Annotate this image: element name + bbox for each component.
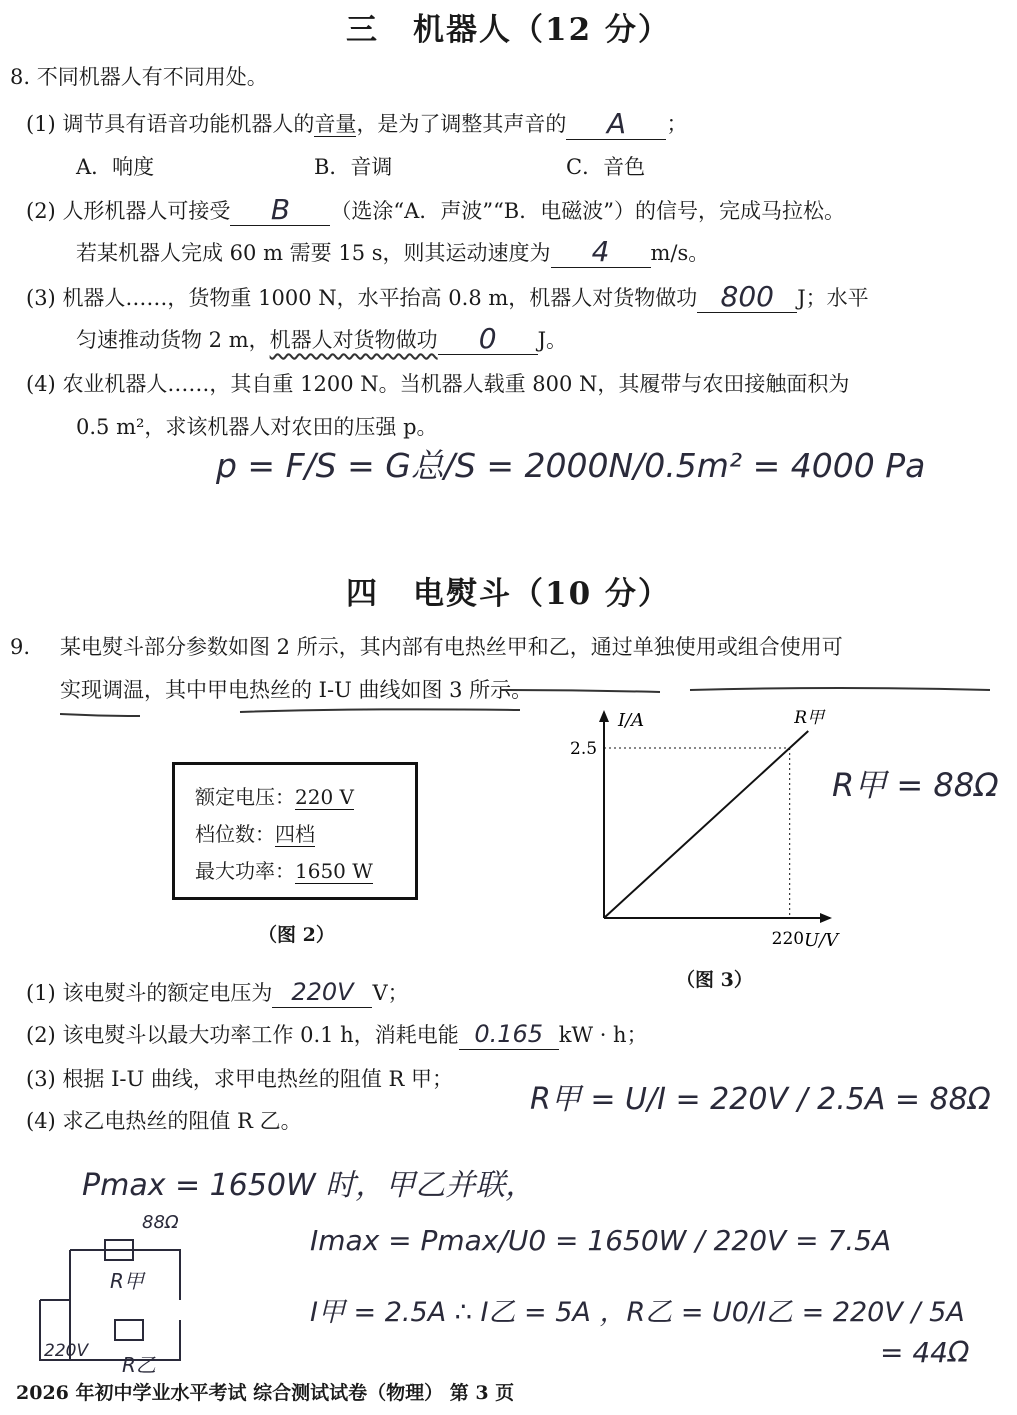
q8-part1-text2: ，是为了调整其声音的 bbox=[356, 112, 567, 136]
hw-work-line1: Pmax = 1650W 时，甲乙并联， bbox=[82, 1168, 536, 1203]
q9-part2-blank[interactable] bbox=[459, 1020, 559, 1050]
spec-row-power bbox=[195, 853, 415, 890]
q8-part1-blank[interactable] bbox=[566, 107, 666, 140]
spec-levels-value: 四档 bbox=[275, 822, 315, 846]
hw-circuit-r-top: 88Ω bbox=[142, 1212, 179, 1233]
hw-work-line2: Imax = Pmax/U0 = 1650W / 220V = 7.5A bbox=[310, 1224, 892, 1257]
q8-part3b-unit: J。 bbox=[537, 328, 568, 352]
series-line-r-jia bbox=[604, 731, 808, 918]
q8-part3-text: 机器人……，货物重 1000 N，水平抬高 0.8 m，机器人对货物做功 bbox=[62, 286, 698, 310]
hw-r-jia-result: R甲 = 88Ω bbox=[832, 766, 999, 804]
q9-part1-blank[interactable] bbox=[272, 978, 372, 1008]
q8-part3b-blank[interactable] bbox=[438, 322, 538, 355]
q8-part3b-answer: 0 bbox=[478, 322, 497, 355]
q8-part2-answer: B bbox=[270, 193, 291, 226]
q9-part1 bbox=[26, 978, 409, 1008]
q9-part1-text: 该电熨斗的额定电压为 bbox=[62, 981, 273, 1005]
spec-levels-label: 档位数： bbox=[195, 822, 275, 846]
hw-work-line4: = 44Ω bbox=[880, 1336, 970, 1369]
x-tick-label: 220 bbox=[771, 929, 805, 949]
q8-part4-handwritten-solution: p = F/S = G总/S = 2000N/0.5m² = 4000 Pa bbox=[216, 446, 926, 485]
q8-part2b-text: 若某机器人完成 60 m 需要 15 s，则其运动速度为 bbox=[76, 241, 551, 265]
q8-part1 bbox=[26, 109, 687, 140]
q8-part4-label: (4) bbox=[26, 372, 56, 396]
q8-part1-label: (1) bbox=[26, 112, 56, 136]
section-3-heading: 机器人（12 分） bbox=[413, 12, 671, 48]
q8-option-a: A．响度 bbox=[76, 155, 155, 179]
q9-part2-text: 该电熨斗以最大功率工作 0.1 h，消耗电能 bbox=[62, 1023, 459, 1047]
section-4-number: 四 bbox=[346, 576, 379, 612]
q8-part2 bbox=[26, 193, 845, 226]
hw-circuit-r2: R乙 bbox=[122, 1353, 156, 1377]
spec-box bbox=[172, 762, 418, 900]
spec-row-voltage bbox=[195, 779, 415, 816]
spec-power-label: 最大功率： bbox=[195, 859, 295, 883]
spec-row-levels bbox=[195, 816, 415, 853]
hw-work-line3: I甲 = 2.5A ∴ I乙 = 5A ，R乙 = U0/I乙 = 220V / 5A bbox=[310, 1297, 965, 1328]
q8-part2-text2: （选涂“A．声波”“B．电磁波”）的信号，完成马拉松。 bbox=[330, 199, 845, 223]
q8-part2-blank[interactable] bbox=[230, 193, 330, 226]
hw-q3-solution: R甲 = U/I = 220V / 2.5A = 88Ω bbox=[530, 1082, 991, 1117]
spec-voltage-value: 220 V bbox=[295, 785, 354, 809]
iu-chart bbox=[560, 700, 860, 950]
q9-part3 bbox=[26, 1064, 453, 1094]
section-3-number: 三 bbox=[346, 12, 379, 48]
q9-part1-unit: V； bbox=[372, 981, 409, 1005]
q8-part4-text: 农业机器人……，其自重 1200 N。当机器人载重 800 N，其履带与农田接触面积为 bbox=[62, 372, 850, 396]
q8-part3-answer: 800 bbox=[720, 280, 774, 313]
q8-part3-text2: J；水平 bbox=[797, 286, 869, 310]
q8-part2-label: (2) bbox=[26, 199, 56, 223]
section-3-title bbox=[346, 4, 671, 49]
q8-part2b-blank[interactable] bbox=[551, 235, 651, 268]
section-4-heading: 电熨斗（10 分） bbox=[413, 576, 671, 612]
q8-option-c: C．音色 bbox=[566, 155, 646, 179]
q9-stem-line1: 某电熨斗部分参数如图 2 所示，其内部有电热丝甲和乙，通过单独使用或组合使用可 bbox=[60, 635, 843, 659]
q9-part4 bbox=[26, 1106, 302, 1136]
q9-part2 bbox=[26, 1020, 648, 1050]
y-axis-arrow bbox=[599, 710, 609, 722]
figure-3-caption: （图 3） bbox=[676, 969, 753, 991]
q8-part2-text: 人形机器人可接受 bbox=[62, 199, 231, 223]
y-tick-label: 2.5 bbox=[570, 739, 598, 759]
q8-stem: 8. 不同机器人有不同用处。 bbox=[10, 65, 268, 89]
q9-stem-line2: 实现调温，其中甲电热丝的 I-U 曲线如图 3 所示。 bbox=[60, 678, 533, 702]
q9-part2-unit: kW · h； bbox=[558, 1023, 648, 1047]
q8-part3-blank[interactable] bbox=[697, 280, 797, 313]
q9-part1-answer: 220V bbox=[291, 978, 354, 1006]
q8-part3b-text: 匀速推动货物 2 m， bbox=[76, 328, 270, 352]
q8-part2b-answer: 4 bbox=[591, 235, 610, 268]
hw-circuit-voltage: 220V bbox=[44, 1341, 89, 1361]
section-4-title bbox=[346, 568, 671, 613]
y-axis-label: I/A bbox=[618, 710, 645, 731]
series-label: R甲 bbox=[794, 708, 825, 728]
q8-part2b-unit: m/s。 bbox=[650, 241, 710, 265]
q8-part3b bbox=[76, 322, 568, 355]
q9-part3-label: (3) bbox=[26, 1067, 56, 1091]
q9-part2-label: (2) bbox=[26, 1023, 56, 1047]
q9-part2-answer: 0.165 bbox=[474, 1020, 544, 1048]
figure-2-caption: （图 2） bbox=[258, 924, 335, 946]
x-axis-arrow bbox=[820, 913, 832, 923]
q9-part4-label: (4) bbox=[26, 1109, 56, 1133]
spec-power-value: 1650 W bbox=[295, 859, 373, 883]
q8-part4b: 0.5 m²，求该机器人对农田的压强 p。 bbox=[76, 415, 438, 439]
q8-part3 bbox=[26, 280, 869, 313]
spec-voltage-label: 额定电压： bbox=[195, 785, 295, 809]
q8-part1-keyword: 音量 bbox=[314, 112, 357, 136]
q9-part3-text: 根据 I-U 曲线，求甲电热丝的阻值 R 甲； bbox=[62, 1067, 454, 1091]
hw-circuit-r1: R甲 bbox=[110, 1269, 144, 1293]
q8-part4 bbox=[26, 369, 849, 399]
q9-part4-text: 求乙电热丝的阻值 R 乙。 bbox=[62, 1109, 302, 1133]
q8-option-b: B．音调 bbox=[314, 155, 393, 179]
q8-part1-end: ； bbox=[666, 112, 688, 136]
hw-circuit-sketch bbox=[30, 1210, 260, 1380]
q8-part1-text: 调节具有语音功能机器人的 bbox=[62, 112, 315, 136]
q8-part2b bbox=[76, 235, 710, 268]
q9-part1-label: (1) bbox=[26, 981, 56, 1005]
q8-part3-label: (3) bbox=[26, 286, 56, 310]
page-footer: 2026 年初中学业水平考试 综合测试试卷（物理） 第 3 页 bbox=[16, 1382, 515, 1404]
q8-part3b-keyword: 机器人对货物做功 bbox=[269, 328, 438, 352]
q9-number: 9. bbox=[10, 635, 31, 659]
q8-part1-answer: A bbox=[606, 107, 627, 140]
x-axis-label: U/V bbox=[804, 930, 839, 950]
